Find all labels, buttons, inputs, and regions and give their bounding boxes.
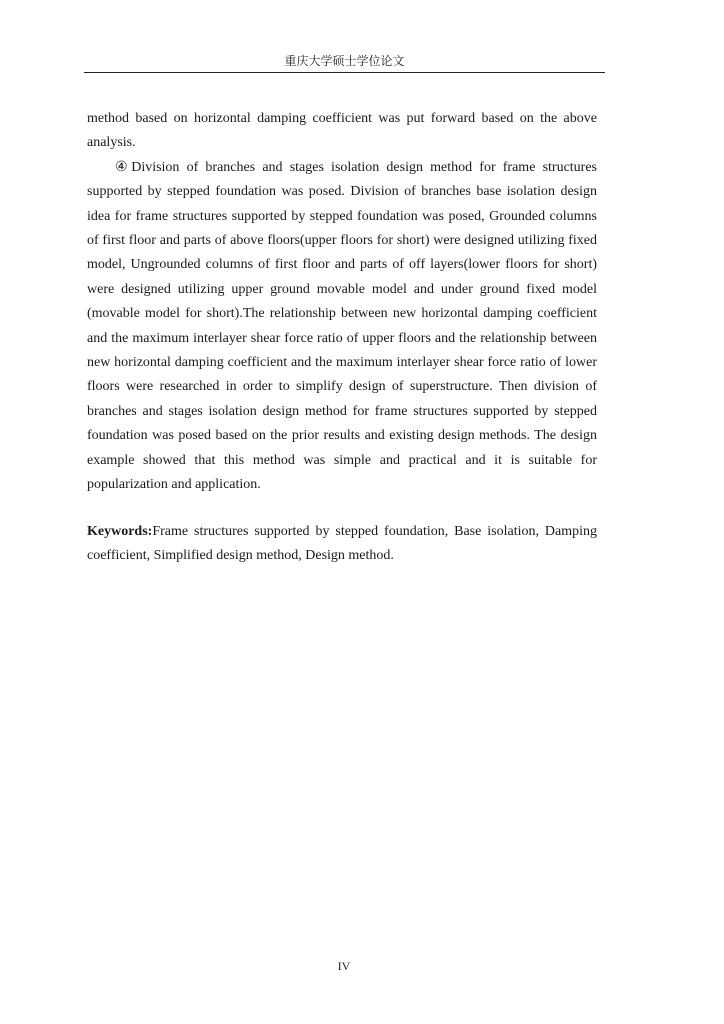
keywords-section — [87, 520, 597, 569]
abstract-paragraph-4: ④Division of branches and stages isolation design method for frame structures supported by stepped foundation was posed. Division of branches base isolation design idea for frame structures supported by stepped foundation was posed, Grounded columns of first floor and parts of above floors(upper floors for short) were designed utilizing fixed model, Ungrounded columns of first floor and parts of off layers(lower floors for short) were designed utilizing upper ground movable model and under ground fixed model (movable model for short).The relationship between new horizontal damping coefficient and the maximum interlayer shear force ratio of upper floors and the relationship between new horizontal damping coefficient and the maximum interlayer shear force ratio of lower floors were researched in order to simplify design of superstructure. Then division of branches and stages isolation design method for frame structures supported by stepped foundation was posed based on the prior results and existing design methods. The design example showed that this method was simple and practical and it is suitable for popularization and application. — [87, 159, 597, 493]
header-divider — [84, 72, 605, 73]
abstract-body — [87, 107, 597, 498]
abstract-paragraph-continuation: method based on horizontal damping coefficient was put forward based on the above analysis. — [87, 111, 597, 151]
keywords-label: Keywords: — [87, 524, 153, 539]
keywords-text: Frame structures supported by stepped foundation, Base isolation, Damping coefficient, Simplified design method, Design method. — [87, 524, 597, 564]
page-number: IV — [337, 959, 351, 973]
running-header: 重庆大学硕士学位论文 — [284, 54, 405, 68]
